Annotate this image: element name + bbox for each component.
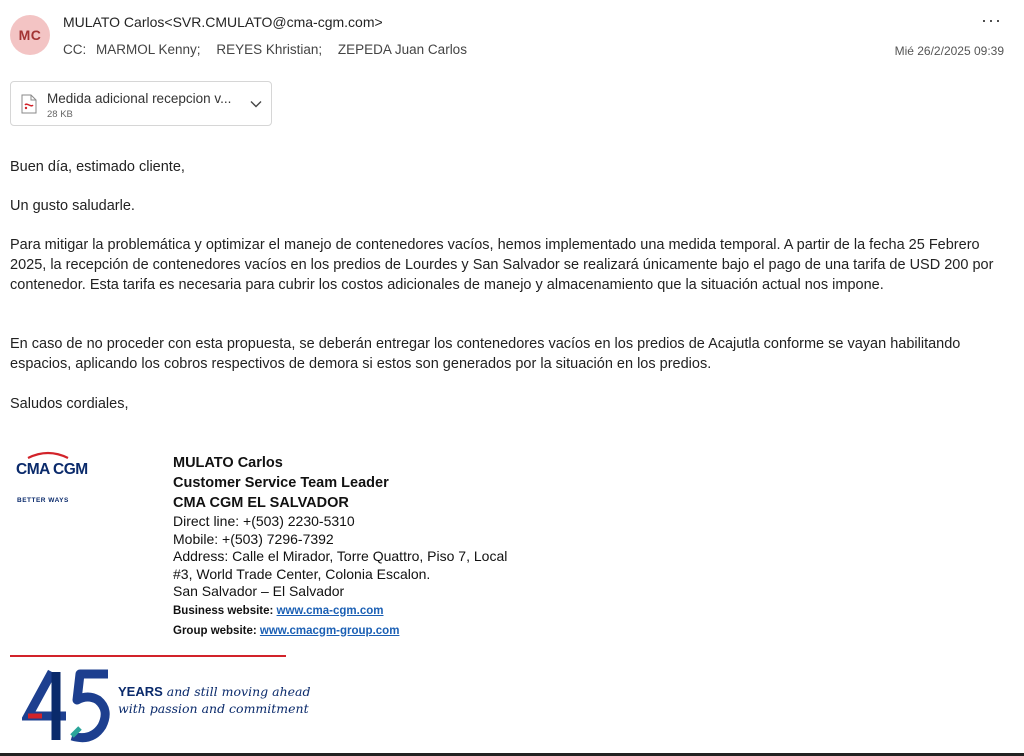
cma-cgm-logo — [14, 451, 86, 509]
cc-label: CC: — [63, 42, 87, 57]
attachment-name: Medida adicional recepcion v... — [47, 91, 232, 106]
business-website — [173, 601, 507, 621]
attachment-card[interactable] — [10, 81, 272, 126]
sender-avatar[interactable]: MC — [10, 15, 50, 55]
anniversary-tagline — [118, 684, 310, 699]
group-website-label: Group website: — [173, 624, 260, 637]
signature-company: CMA CGM EL SALVADOR — [173, 495, 349, 511]
body-paragraph: Un gusto saludarle. — [10, 198, 135, 214]
business-website-label: Business website: — [173, 604, 277, 617]
more-actions-button[interactable]: ··· — [981, 10, 1002, 30]
body-paragraph: Para mitigar la problemática y optimizar el manejo de contenedores vacíos, hemos implementado una medida temporal. A partir de la fecha 25 Febrero 2025, la recepción de contenedores vacíos en los predios de Lourdes y San Salvador se realizará únicamente bajo el pago de una tarifa de USD 200 por contenedor. Esta tarifa es necesaria para cubrir los costos adicionales de manejo y almacenamiento que la situación actual nos impone. — [10, 237, 994, 293]
group-website — [173, 621, 507, 641]
logo-arc-icon — [26, 451, 70, 459]
logo-text: CMA CGM — [16, 461, 88, 478]
tagline-part: with passion and commitment — [118, 701, 309, 716]
anniversary-banner — [22, 666, 311, 746]
logo-subtext: BETTER WAYS — [17, 497, 69, 504]
body-paragraph: En caso de no proceder con esta propuesta, se deberán entregar los contenedores vacíos en los predios de Acajutla conforme se vayan habilitando espacios, aplicando los cobros respectivos de demora si estos son generados por la situación en los predios. — [10, 336, 961, 372]
attachment-size: 28 KB — [47, 109, 73, 120]
group-website-link[interactable]: www.cmacgm-group.com — [259, 624, 400, 637]
sent-date: Mié 26/2/2025 09:39 — [894, 44, 1004, 58]
sender-from[interactable]: MULATO Carlos<SVR.CMULATO@cma-cgm.com> — [63, 14, 383, 30]
signature-mobile: Mobile: +(503) 7296-7392 — [173, 530, 334, 547]
pdf-file-icon — [21, 94, 37, 114]
signature-address: #3, World Trade Center, Colonia Escalon. — [173, 565, 431, 582]
signature-name: MULATO Carlos — [173, 455, 283, 471]
signature-title: Customer Service Team Leader — [173, 475, 389, 491]
tagline-part: and still moving ahead — [162, 684, 311, 699]
cc-recipient[interactable]: MARMOL Kenny; — [96, 42, 201, 57]
signature-address: San Salvador – El Salvador — [173, 583, 345, 599]
closing: Saludos cordiales, — [10, 396, 129, 412]
cc-recipient[interactable]: REYES Khristian; — [216, 42, 323, 57]
greeting: Buen día, estimado cliente, — [10, 159, 185, 175]
chevron-down-icon[interactable] — [249, 97, 263, 111]
signature-address: Address: Calle el Mirador, Torre Quattro, Piso 7, Local — [173, 548, 508, 564]
signature-direct-line: Direct line: +(503) 2230-5310 — [173, 513, 355, 529]
cc-recipient[interactable]: ZEPEDA Juan Carlos — [337, 42, 467, 57]
business-website-link[interactable]: www.cma-cgm.com — [276, 604, 384, 617]
signature-block — [173, 453, 507, 641]
years-label: YEARS — [118, 684, 163, 699]
cc-recipients — [63, 42, 479, 57]
signature-divider — [10, 655, 286, 657]
anniversary-45-graphic — [22, 666, 117, 746]
